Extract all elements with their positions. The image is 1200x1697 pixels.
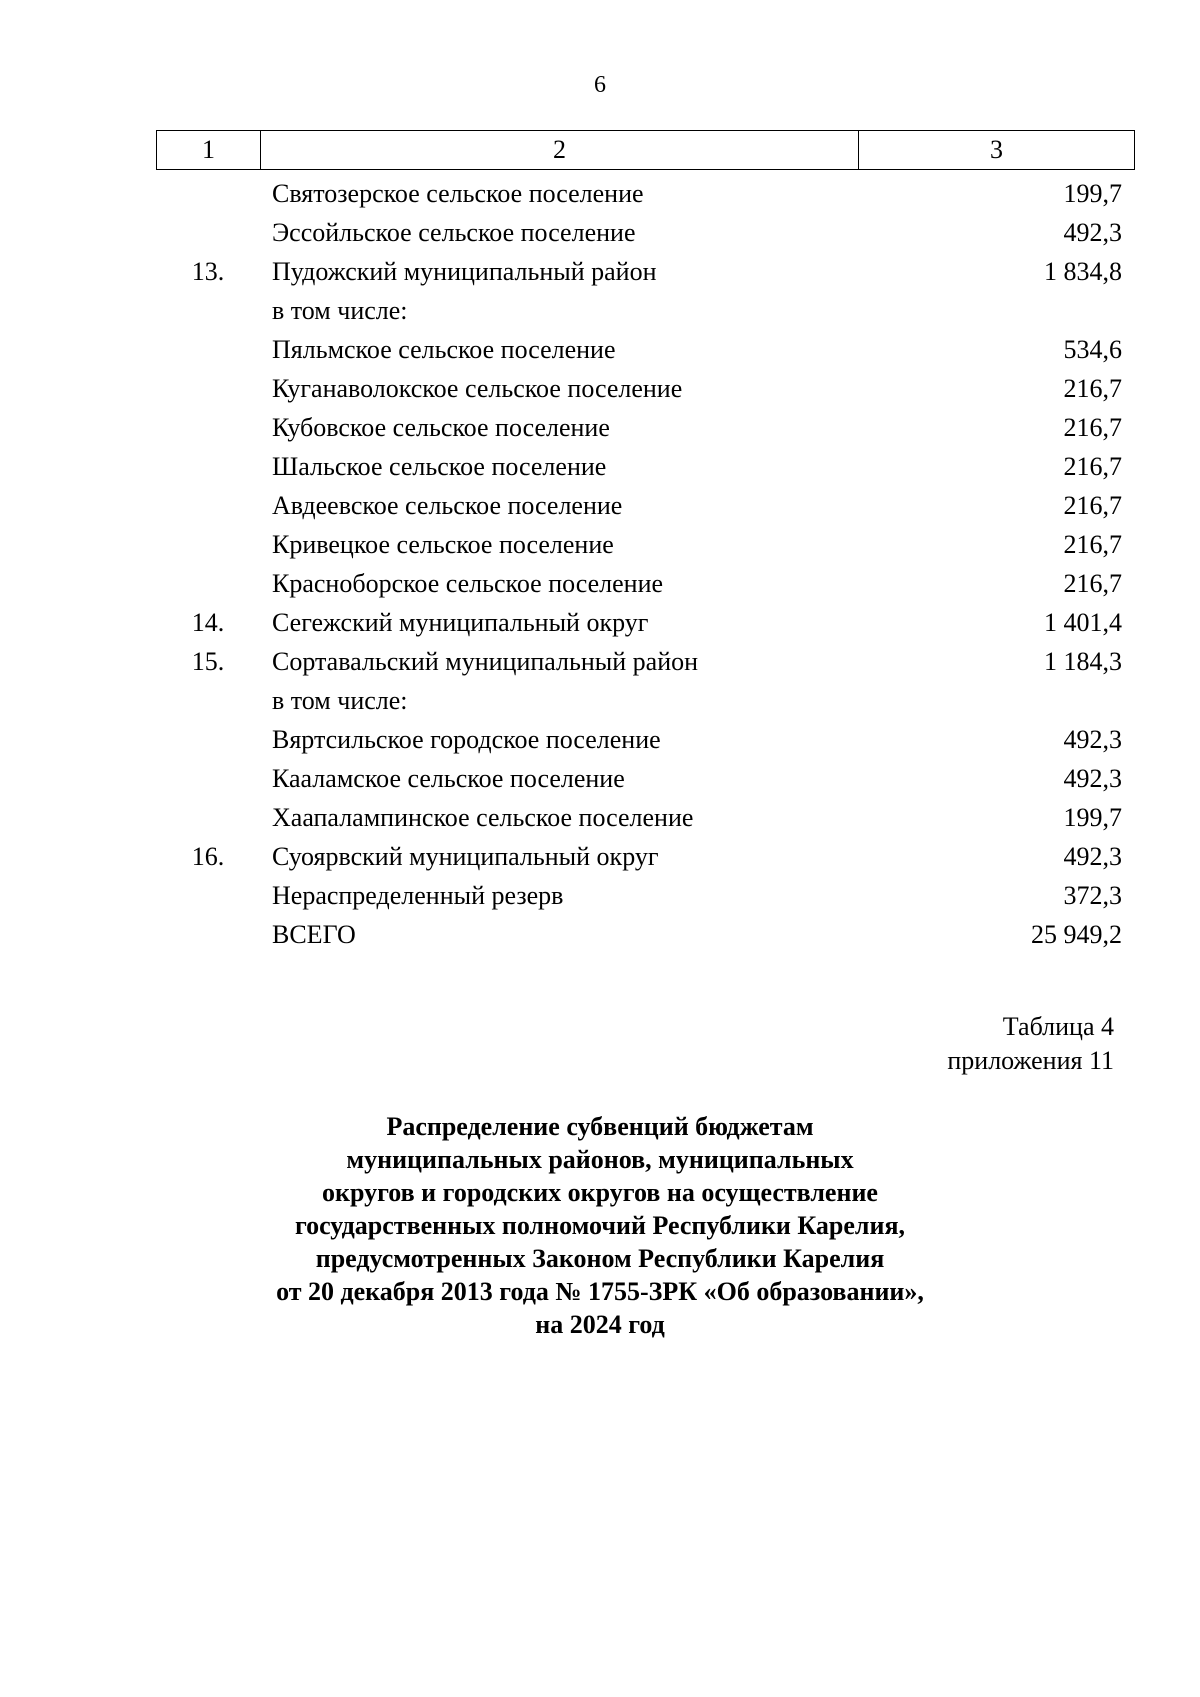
document-title (0, 1110, 1200, 1341)
row-value: 199,7 (1063, 803, 1122, 832)
table-row (0, 798, 1200, 837)
table-row (0, 642, 1200, 681)
table-row (0, 720, 1200, 759)
row-value: 25 949,2 (1031, 920, 1122, 949)
header-col-3: 3 (990, 135, 1003, 164)
row-value: 216,7 (1063, 530, 1122, 559)
row-name: Суоярвский муниципальный округ (272, 842, 659, 871)
row-value: 1 834,8 (1044, 257, 1122, 286)
row-name: Кривецкое сельское поселение (272, 530, 614, 559)
row-name: Кааламское сельское поселение (272, 764, 625, 793)
title-line: на 2024 год (535, 1310, 665, 1339)
row-value: 216,7 (1063, 452, 1122, 481)
row-value: 199,7 (1063, 179, 1122, 208)
row-number: 13. (191, 257, 225, 286)
row-value: 492,3 (1063, 218, 1122, 247)
row-name: Эссойльское сельское поселение (272, 218, 636, 247)
table-row (0, 837, 1200, 876)
table-row (0, 876, 1200, 915)
title-line: Распределение субвенций бюджетам (386, 1112, 814, 1141)
row-number: 14. (191, 608, 225, 637)
row-name: Пудожский муниципальный район (272, 257, 657, 286)
title-line: предусмотренных Законом Республики Карелия (315, 1244, 885, 1273)
row-name: Пяльмское сельское поселение (272, 335, 616, 364)
table-row (0, 252, 1200, 291)
row-name: Красноборское сельское поселение (272, 569, 664, 598)
table-header-row (156, 130, 1135, 170)
row-name: Куганаволокское сельское поселение (272, 374, 683, 403)
table-caption-line: приложения 11 (947, 1046, 1114, 1075)
table-row (0, 330, 1200, 369)
title-line: округов и городских округов на осуществление (322, 1178, 878, 1207)
row-name: Нераспределенный резерв (272, 881, 564, 910)
header-col-2: 2 (261, 131, 859, 169)
row-name: ВСЕГО (272, 920, 356, 949)
title-line: от 20 декабря 2013 года № 1755-ЗРК «Об образовании», (276, 1277, 924, 1306)
row-value: 216,7 (1063, 374, 1122, 403)
table-row (0, 291, 1200, 330)
header-col-1: 1 (157, 131, 261, 169)
row-name: в том числе: (272, 296, 408, 325)
row-value: 216,7 (1063, 491, 1122, 520)
table-caption (947, 1010, 1114, 1078)
row-number: 16. (191, 842, 225, 871)
table-row (0, 564, 1200, 603)
row-value: 1 184,3 (1044, 647, 1122, 676)
row-name: Шальское сельское поселение (272, 452, 607, 481)
table-row (0, 174, 1200, 213)
page-number: 6 (594, 72, 606, 98)
row-name: Авдеевское сельское поселение (272, 491, 623, 520)
table-row (0, 447, 1200, 486)
table-row (0, 486, 1200, 525)
row-name: Святозерское сельское поселение (272, 179, 644, 208)
row-value: 534,6 (1063, 335, 1122, 364)
row-value: 492,3 (1063, 842, 1122, 871)
table-row (0, 369, 1200, 408)
table-caption-line: Таблица 4 (1002, 1012, 1114, 1041)
table-row (0, 681, 1200, 720)
row-number: 15. (191, 647, 225, 676)
title-line: муниципальных районов, муниципальных (346, 1145, 854, 1174)
table-row (0, 525, 1200, 564)
table-body (0, 174, 1200, 954)
row-name: Сортавальский муниципальный район (272, 647, 699, 676)
row-value: 492,3 (1063, 764, 1122, 793)
row-name: Вяртсильское городское поселение (272, 725, 661, 754)
table-row (0, 408, 1200, 447)
table-row (0, 213, 1200, 252)
row-value: 216,7 (1063, 569, 1122, 598)
table-row (0, 603, 1200, 642)
table-row (0, 759, 1200, 798)
row-name: Кубовское сельское поселение (272, 413, 610, 442)
row-name: Хаапалампинское сельское поселение (272, 803, 694, 832)
row-name: Сегежский муниципальный округ (272, 608, 649, 637)
title-line: государственных полномочий Республики Карелия, (294, 1211, 906, 1240)
row-value: 216,7 (1063, 413, 1122, 442)
table-row-total (0, 915, 1200, 954)
row-value: 1 401,4 (1044, 608, 1122, 637)
row-value: 492,3 (1063, 725, 1122, 754)
row-name: в том числе: (272, 686, 408, 715)
row-value: 372,3 (1063, 881, 1122, 910)
